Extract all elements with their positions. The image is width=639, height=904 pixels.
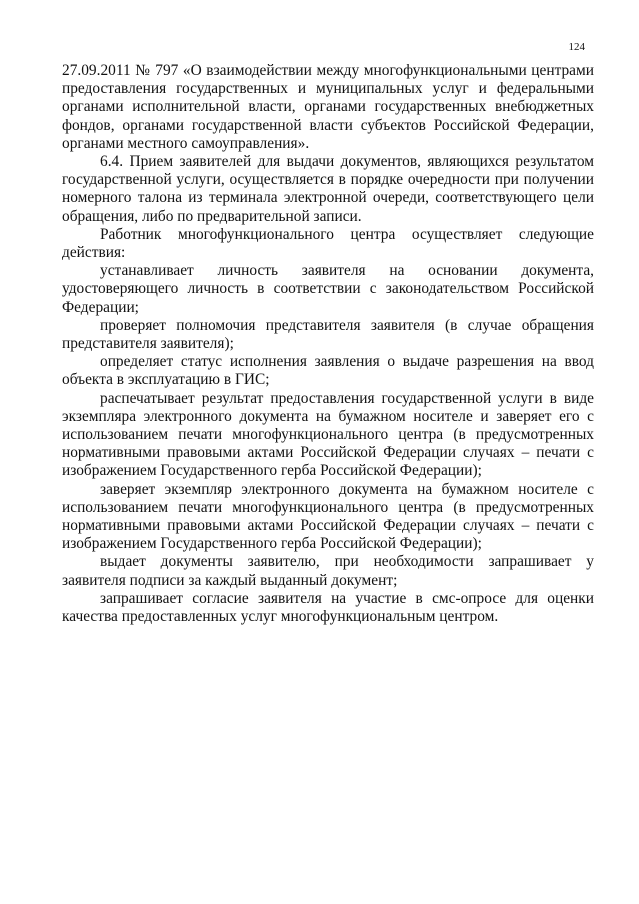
paragraph-law-reference: 27.09.2011 № 797 «О взаимодействии между многофункциональными центрами предоставления государственных и муниципальных услуг и федеральными органами исполнительной власти, органами государственных внебюджетных фондов, органами государственной власти субъектов Российской Федерации, органами местного самоуправления». <box>62 62 594 152</box>
paragraph-worker-actions-intro: Работник многофункционального центра осуществляет следующие действия: <box>62 225 594 262</box>
paragraph-action-sms-survey: запрашивает согласие заявителя на участие в смс-опросе для оценки качества предоставленных услуг многофункциональным центром. <box>62 589 594 626</box>
paragraph-action-certify-copy: заверяет экземпляр электронного документа на бумажном носителе с использованием печати многофункционального центра (в предусмотренных нормативными правовыми актами Российской Федерации случаях – печати с изображением Государственного герба Российской Федерации); <box>62 480 594 553</box>
paragraph-action-verify-identity: устанавливает личность заявителя на основании документа, удостоверяющего личность в соответствии с законодательством Российской Федерации; <box>62 262 594 316</box>
paragraph-action-check-authority: проверяет полномочия представителя заявителя (в случае обращения представителя заявителя); <box>62 316 594 353</box>
paragraph-action-determine-status: определяет статус исполнения заявления о выдаче разрешения на ввод объекта в эксплуатацию в ГИС; <box>62 353 594 389</box>
paragraph-action-print-result: распечатывает результат предоставления государственной услуги в виде экземпляра электронного документа на бумажном носителе и заверяет его с использованием печати многофункционального центра (в предусмотренных нормативными правовыми актами Российской Федерации случаях – печати с изображением Государственного герба Российской Федерации); <box>62 389 594 480</box>
page-number: 124 <box>568 41 585 53</box>
paragraph-section-6-4: 6.4. Прием заявителей для выдачи документов, являющихся результатом государственной услуги, осуществляется в порядке очередности при получении номерного талона из терминала электронной очереди, соответствующего цели обращения, либо по предварительной записи. <box>62 153 594 225</box>
paragraph-action-issue-documents: выдает документы заявителю, при необходимости запрашивает у заявителя подписи за каждый выданный документ; <box>62 553 594 589</box>
document-body <box>62 62 594 626</box>
